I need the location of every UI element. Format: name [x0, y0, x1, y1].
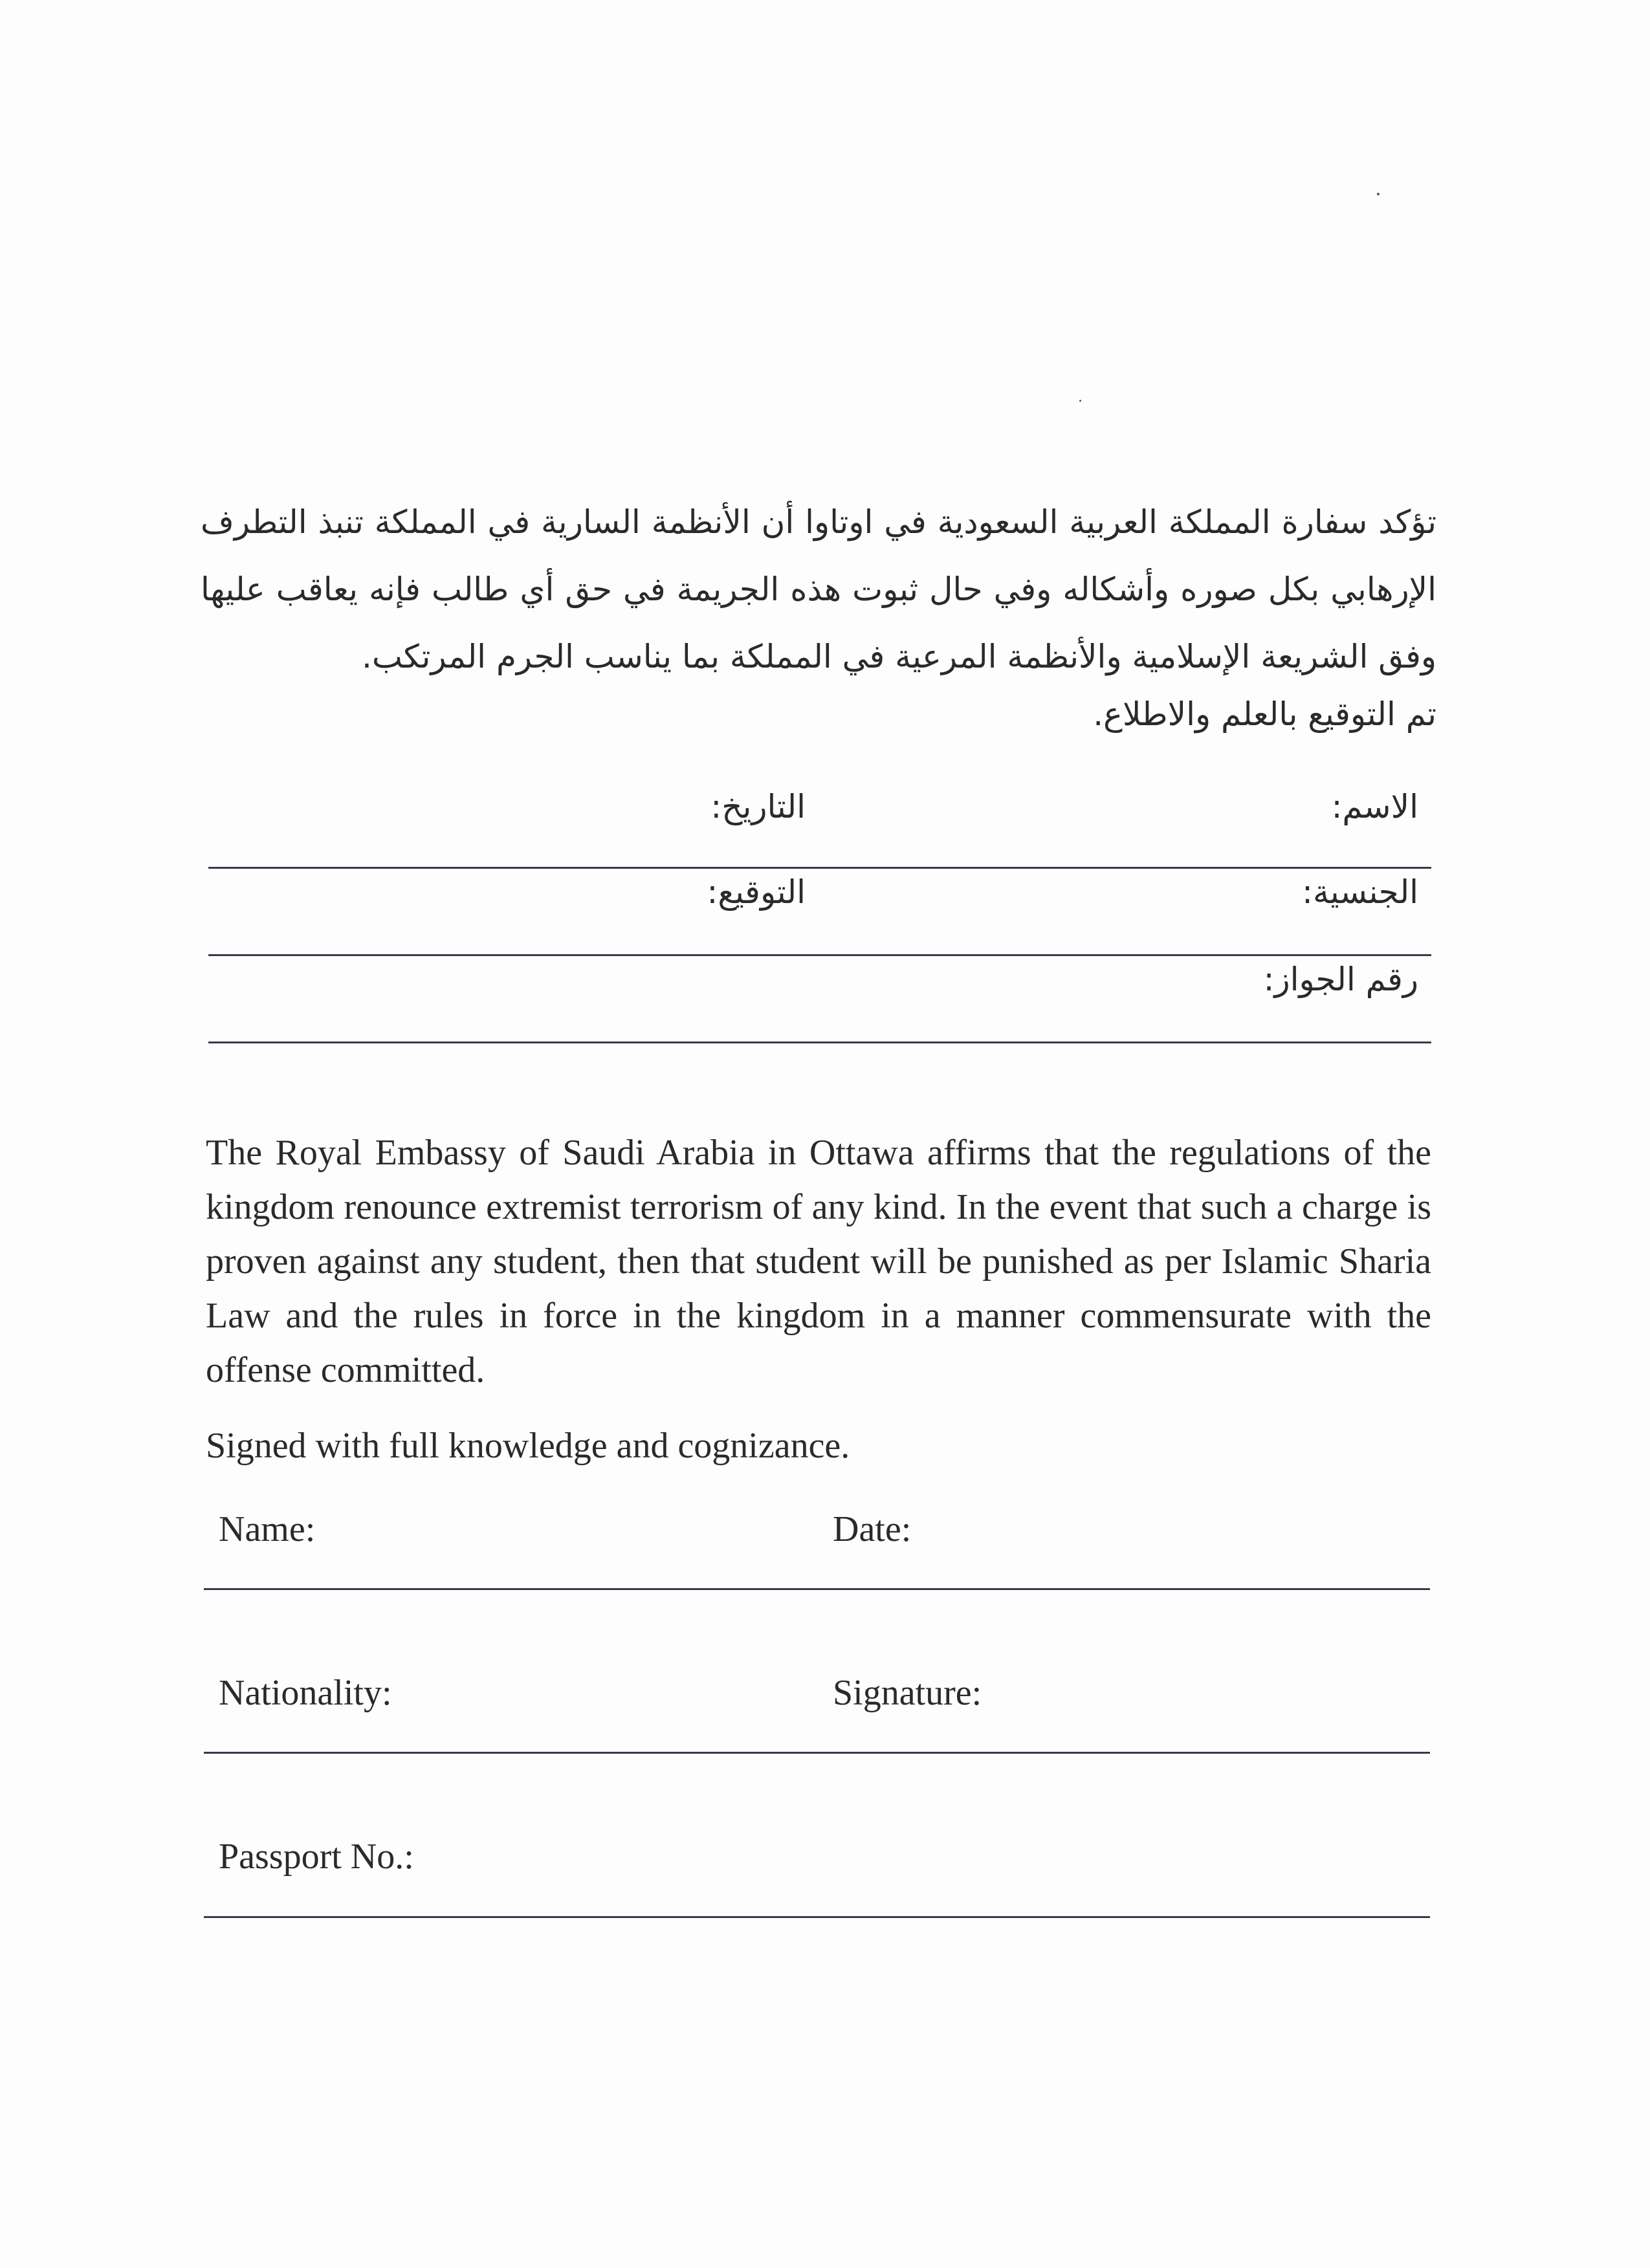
- english-name-label: Name:: [219, 1509, 316, 1549]
- english-name-date-line[interactable]: [204, 1588, 1430, 1590]
- english-nationality-label: Nationality:: [219, 1673, 392, 1713]
- arabic-passport-line[interactable]: [208, 1041, 1431, 1043]
- arabic-name-date-line[interactable]: [208, 867, 1431, 869]
- english-passport-label: Passport No.:: [219, 1837, 414, 1877]
- arabic-date-label: التاريخ:: [710, 788, 806, 825]
- arabic-name-label: الاسم:: [1331, 788, 1418, 825]
- scan-speck: [1377, 193, 1380, 195]
- arabic-signed-statement: تم التوقيع بالعلم والاطلاع.: [1093, 695, 1436, 733]
- scan-speck: [1079, 400, 1081, 402]
- english-date-label: Date:: [833, 1509, 912, 1549]
- arabic-declaration-paragraph: تؤكد سفارة المملكة العربية السعودية في اوتاوا أن الأنظمة السارية في المملكة تنبذ التطرف الإرهابي بكل صوره وأشكاله وفي حال ثبوت هذه الجريمة في حق أي طالب فإنه يعاقب عليها وفق الشريعة الإسلامية والأنظمة المرعية في المملكة بما يناسب الجرم المرتكب.: [201, 503, 1436, 675]
- english-declaration-paragraph: The Royal Embassy of Saudi Arabia in Ottawa affirms that the regulations of the kingdom renounce extremist terrorism of any kind. In the event that such a charge is proven against any student, then that student will be punished as per Islamic Sharia Law and the rules in force in the kingdom in a manner commensurate with the offense committed.: [206, 1133, 1431, 1390]
- arabic-passport-label: رقم الجواز:: [1263, 961, 1418, 998]
- english-passport-line[interactable]: [204, 1916, 1430, 1918]
- english-signed-statement: Signed with full knowledge and cognizance.: [206, 1426, 850, 1466]
- arabic-signature-label: التوقيع:: [707, 873, 806, 911]
- arabic-nationality-label: الجنسية:: [1302, 873, 1418, 911]
- english-signature-label: Signature:: [833, 1673, 982, 1713]
- english-nationality-signature-line[interactable]: [204, 1752, 1430, 1754]
- arabic-nationality-signature-line[interactable]: [208, 954, 1431, 956]
